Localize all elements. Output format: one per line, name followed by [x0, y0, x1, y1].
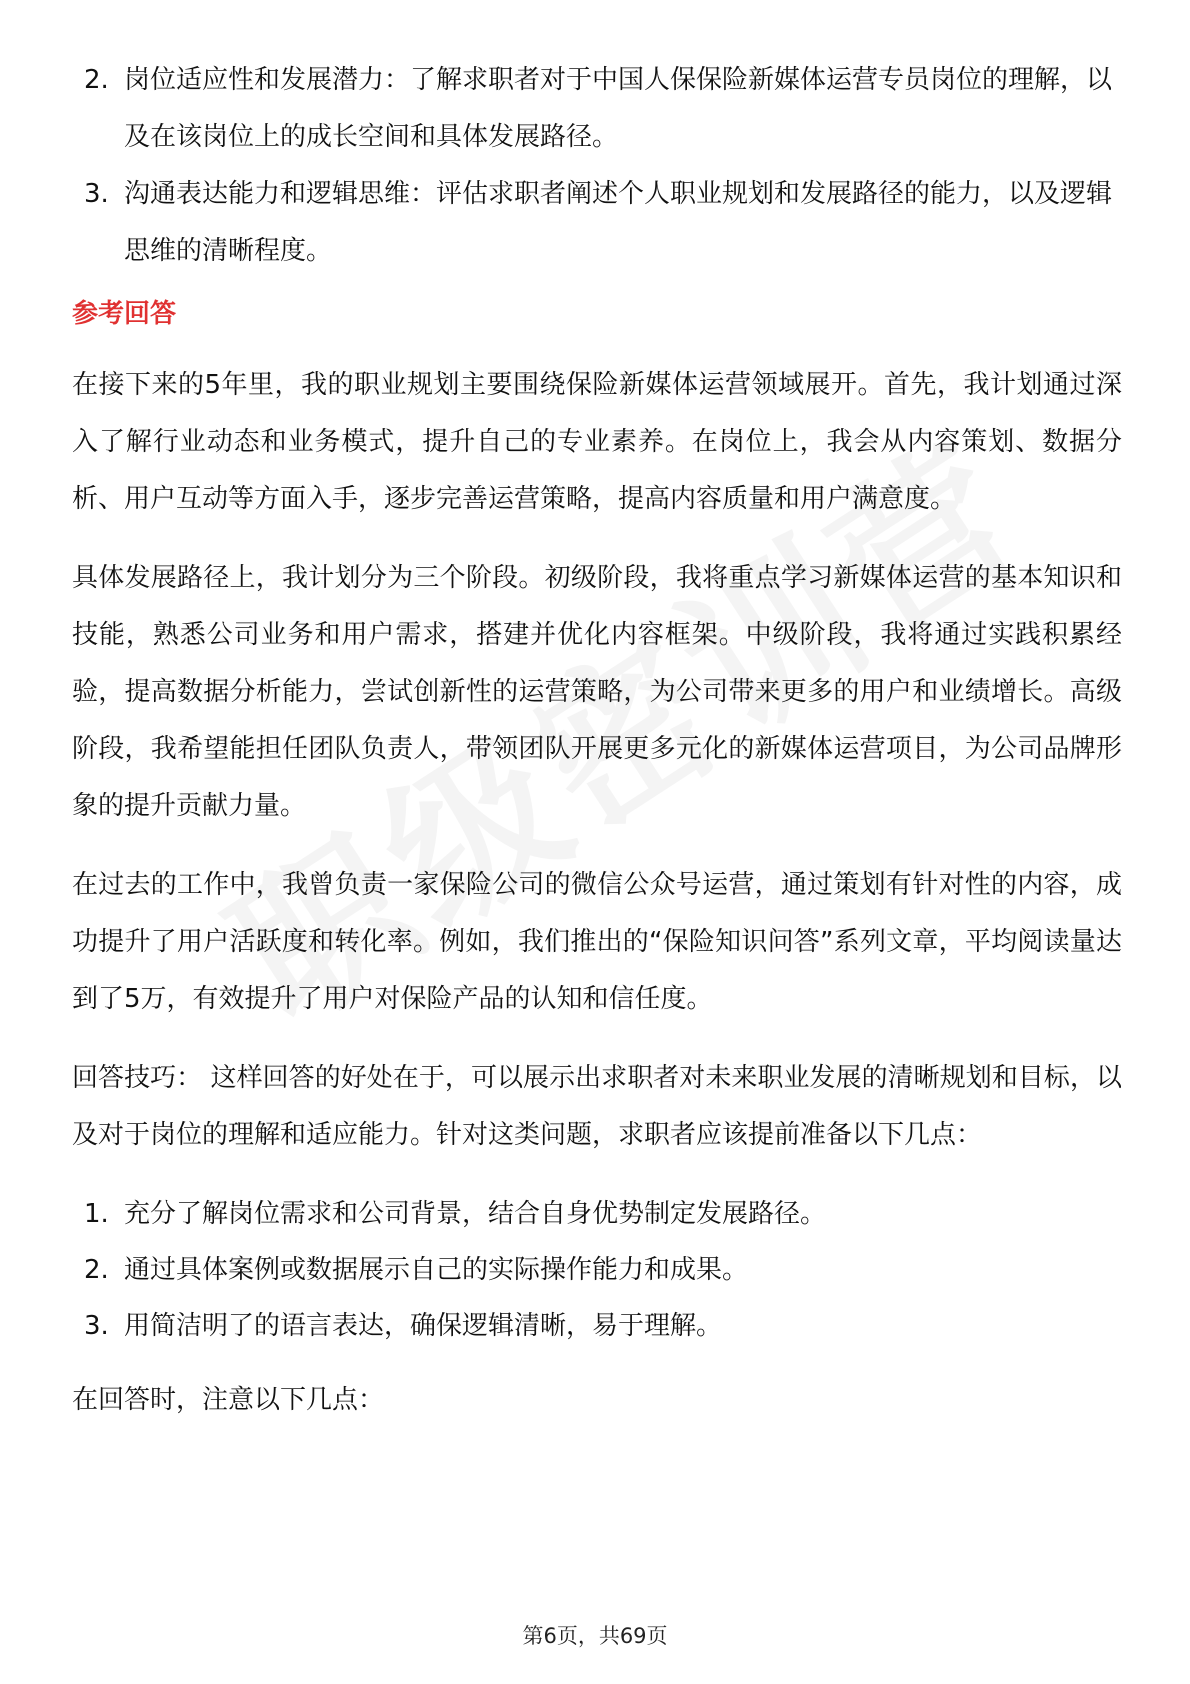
list-item: [72, 1298, 1122, 1354]
paragraph: 具体发展路径上，我计划分为三个阶段。初级阶段，我将重点学习新媒体运营的基本知识和技能，熟悉公司业务和用户需求，搭建并优化内容框架。中级阶段，我将通过实践积累经验，提高数据分析能力，尝试创新性的运营策略，为公司带来更多的用户和业绩增长。高级阶段，我希望能担任团队负责人，带领团队开展更多元化的新媒体运营项目，为公司品牌形象的提升贡献力量。: [72, 563, 1122, 821]
closing-line: 在回答时，注意以下几点：: [72, 1385, 385, 1415]
list-item-number: 3.: [84, 1311, 109, 1341]
document-body: [72, 52, 1122, 1451]
paragraph: 在接下来的5年里，我的职业规划主要围绕保险新媒体运营领域展开。首先，我计划通过深入了解行业动态和业务模式，提升自己的专业素养。在岗位上，我会从内容策划、数据分析、用户互动等方面入手，逐步完善运营策略，提高内容质量和用户满意度。: [72, 370, 1122, 514]
list-item: [72, 52, 1122, 166]
tips-list: [72, 1186, 1122, 1354]
list-item-text: 通过具体案例或数据展示自己的实际操作能力和成果。: [124, 1255, 749, 1285]
list-item-text: 沟通表达能力和逻辑思维：评估求职者阐述个人职业规划和发展路径的能力，以及逻辑思维的清晰程度。: [124, 179, 1113, 266]
list-item: [72, 166, 1122, 280]
list-item-text: 岗位适应性和发展潜力：了解求职者对于中国人保保险新媒体运营专员岗位的理解，以及在该岗位上的成长空间和具体发展路径。: [124, 65, 1113, 152]
page-number-footer: 第6页，共69页: [522, 1624, 668, 1648]
list-item-number: 3.: [84, 179, 109, 209]
section-heading: 参考回答: [72, 299, 177, 329]
list-item: [72, 1186, 1122, 1242]
list-item-text: 充分了解岗位需求和公司背景，结合自身优势制定发展路径。: [124, 1199, 827, 1229]
list-item-number: 2.: [84, 1255, 109, 1285]
paragraph: 回答技巧： 这样回答的好处在于，可以展示出求职者对未来职业发展的清晰规划和目标，以及对于岗位的理解和适应能力。针对这类问题，求职者应该提前准备以下几点：: [72, 1063, 1122, 1150]
paragraph: 在过去的工作中，我曾负责一家保险公司的微信公众号运营，通过策划有针对性的内容，成功提升了用户活跃度和转化率。例如，我们推出的“保险知识问答”系列文章，平均阅读量达到了5万，有效提升了用户对保险产品的认知和信任度。: [72, 870, 1122, 1014]
list-item-number: 1.: [84, 1199, 109, 1229]
list-item-number: 2.: [84, 65, 109, 95]
list-item: [72, 1242, 1122, 1298]
evaluation-points-list: [72, 52, 1122, 280]
list-item-text: 用简洁明了的语言表达，确保逻辑清晰，易于理解。: [124, 1311, 723, 1341]
